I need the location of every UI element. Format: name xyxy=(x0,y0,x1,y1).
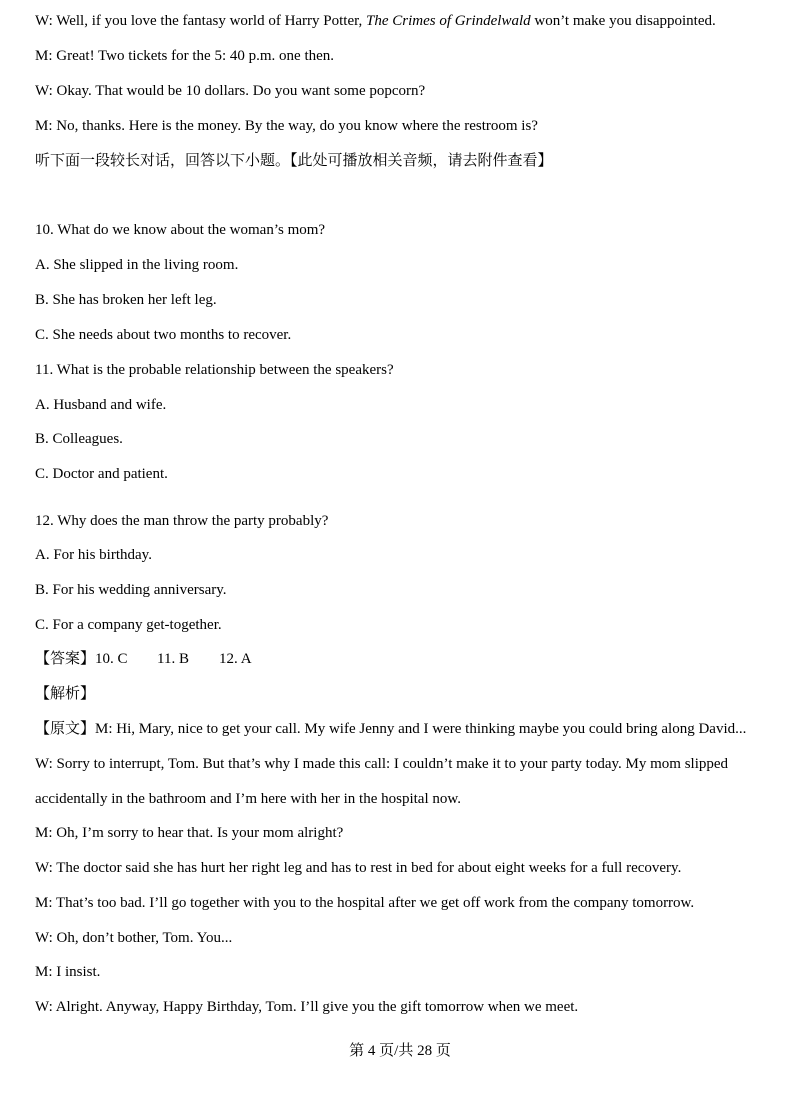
question-stem: 12. Why does the man throw the party probably? xyxy=(35,513,329,529)
transcript-line: W: The doctor said she has hurt her right leg and has to rest in bed for about eight weeks for a full recovery. xyxy=(35,860,682,876)
dialogue-line: W: Okay. That would be 10 dollars. Do you want some popcorn? xyxy=(35,83,426,99)
instruction: 听下面一段较长对话，回答以下小题。【此处可播放相关音频，请去附件查看】 xyxy=(35,153,553,169)
transcript-line: 【原文】M: Hi, Mary, nice to get your call. My wife Jenny and I were thinking maybe you could bring along David... xyxy=(35,721,747,737)
transcript-line: W: Sorry to interrupt, Tom. But that’s why I made this call: I couldn’t make it to your party today. My mom slipped xyxy=(35,756,729,772)
question-option: B. Colleagues. xyxy=(35,431,123,447)
dialogue-line: M: No, thanks. Here is the money. By the way, do you know where the restroom is? xyxy=(35,118,538,134)
answer-label: 【答案】 xyxy=(35,651,96,667)
transcript-line: M: That’s too bad. I’ll go together with you to the hospital after we get off work from the company tomorrow. xyxy=(35,895,695,911)
dialogue-line: M: Great! Two tickets for the 5: 40 p.m. one then. xyxy=(35,48,335,64)
page-number: 第 4 页/共 28 页 xyxy=(349,1043,451,1059)
question-stem: 11. What is the probable relationship between the speakers? xyxy=(35,362,394,378)
answer-item: 12. A xyxy=(219,651,252,667)
question-option: A. Husband and wife. xyxy=(35,397,167,413)
transcript-line: M: Oh, I’m sorry to hear that. Is your mom alright? xyxy=(35,825,344,841)
question-option: C. For a company get-together. xyxy=(35,617,222,633)
transcript-line: W: Oh, don’t bother, Tom. You... xyxy=(35,930,233,946)
transcript-line: accidentally in the bathroom and I’m here with her in the hospital now. xyxy=(35,791,461,807)
question-option: C. She needs about two months to recover. xyxy=(35,327,292,343)
movie-title: The Crimes of Grindelwald xyxy=(366,13,531,29)
question-option: B. For his wedding anniversary. xyxy=(35,582,227,598)
question-option: A. She slipped in the living room. xyxy=(35,257,239,273)
question-stem: 10. What do we know about the woman’s mom? xyxy=(35,222,326,238)
analysis-label: 【解析】 xyxy=(35,686,96,702)
dialogue-line: W: Well, if you love the fantasy world of Harry Potter, The Crimes of Grindelwald won’t make you disappointed. xyxy=(35,13,716,29)
question-option: A. For his birthday. xyxy=(35,547,152,563)
answer-item: 10. C xyxy=(95,651,128,667)
answer-item: 11. B xyxy=(157,651,189,667)
question-option: B. She has broken her left leg. xyxy=(35,292,217,308)
transcript-line: W: Alright. Anyway, Happy Birthday, Tom. I’ll give you the gift tomorrow when we meet. xyxy=(35,999,579,1015)
answer-line xyxy=(35,649,780,669)
transcript-line: M: I insist. xyxy=(35,964,101,980)
question-option: C. Doctor and patient. xyxy=(35,466,168,482)
